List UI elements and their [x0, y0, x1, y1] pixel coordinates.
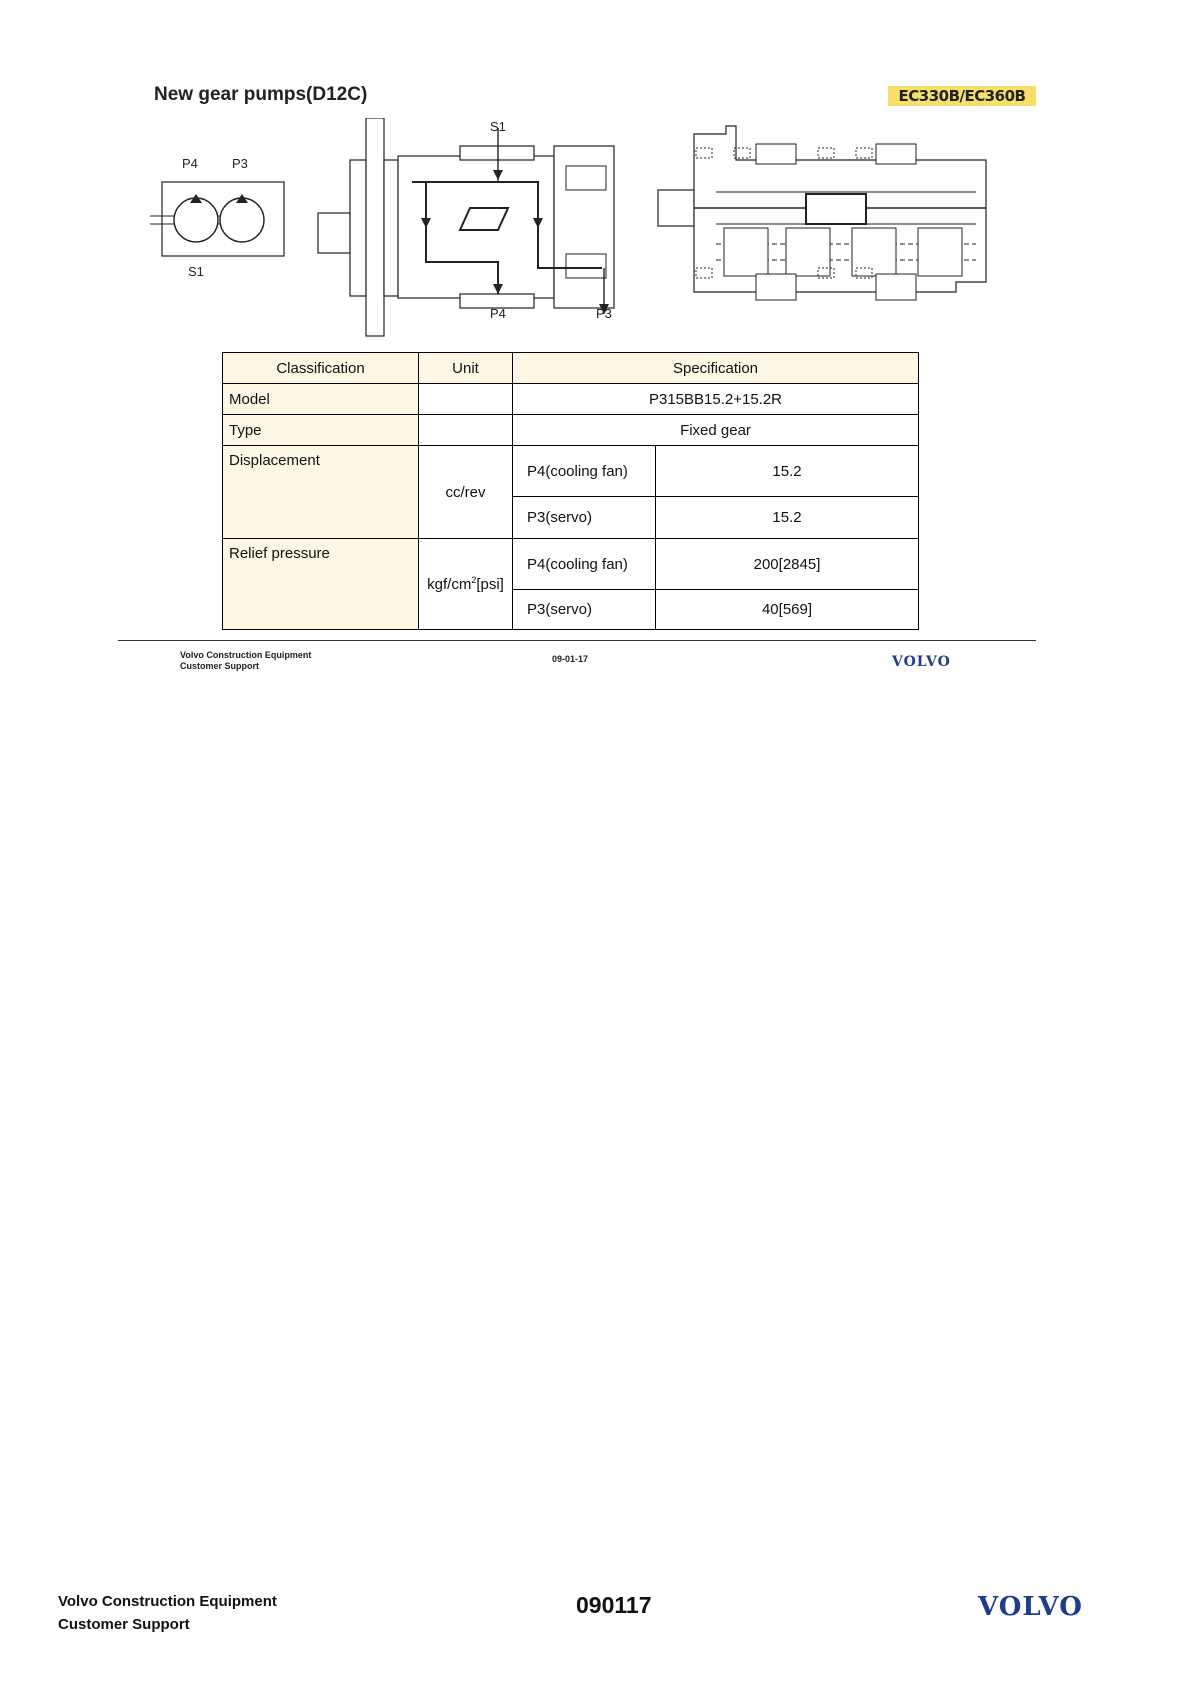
slide-footer-company — [180, 650, 311, 672]
sub-value-relief-p3: 40[569] — [656, 590, 919, 630]
row-unit-model — [419, 384, 513, 415]
row-label-type: Type — [223, 415, 419, 446]
row-value-type: Fixed gear — [513, 415, 919, 446]
slide-footer-company-line1: Volvo Construction Equipment — [180, 650, 312, 660]
gear-1 — [724, 228, 768, 276]
relief-unit-sup: 2 — [471, 575, 477, 585]
gear-4 — [918, 228, 962, 276]
model-badge: EC330B/EC360B — [888, 86, 1036, 106]
sub-label-relief-p4: P4(cooling fan) — [513, 539, 656, 590]
symbol-label-s1: S1 — [188, 264, 204, 279]
row-unit-relief — [419, 539, 513, 630]
hydraulic-symbol-diagram — [150, 150, 290, 285]
coupling — [806, 194, 866, 224]
sub-label-displacement-p3: P3(servo) — [513, 497, 656, 539]
sub-value-relief-p4: 200[2845] — [656, 539, 919, 590]
symbol-label-p3: P3 — [232, 156, 248, 171]
side-label-p3: P3 — [596, 306, 612, 321]
row-label-relief: Relief pressure — [223, 539, 419, 630]
slide-footer-volvo-logo: VOLVO — [892, 654, 951, 670]
row-label-displacement: Displacement — [223, 446, 419, 539]
relief-unit-tail: [psi] — [476, 576, 504, 593]
gear-2 — [786, 228, 830, 276]
row-value-model: P315BB15.2+15.2R — [513, 384, 919, 415]
table-row — [223, 384, 919, 415]
slide-footer-date: 09-01-17 — [552, 654, 589, 664]
row-label-model: Model — [223, 384, 419, 415]
symbol-label-p4: P4 — [182, 156, 198, 171]
pump-side-view-diagram — [312, 118, 648, 338]
row-unit-displacement: cc/rev — [419, 446, 513, 539]
table-row — [223, 446, 919, 497]
sub-label-relief-p3: P3(servo) — [513, 590, 656, 630]
page-footer-volvo-logo: VOLVO — [978, 1592, 1083, 1622]
page-footer-company-line1: Volvo Construction Equipment — [58, 1593, 277, 1610]
table-row — [223, 539, 919, 590]
specification-table — [222, 352, 919, 630]
header-specification: Specification — [513, 353, 919, 384]
shaft — [318, 213, 350, 253]
gear-3 — [852, 228, 896, 276]
header-unit: Unit — [419, 353, 513, 384]
sub-value-displacement-p4: 15.2 — [656, 446, 919, 497]
header-classification: Classification — [223, 353, 419, 384]
mounting-flange — [366, 118, 384, 336]
gear-pump-cross-section-icon — [656, 122, 990, 312]
pump-p4-circle — [174, 198, 218, 242]
shaft — [658, 190, 694, 226]
side-label-p4: P4 — [490, 306, 506, 321]
pump-p3-circle — [220, 198, 264, 242]
page-footer-doc-number: 090117 — [576, 1592, 652, 1618]
page-title: New gear pumps(D12C) — [154, 84, 368, 105]
table-row — [223, 415, 919, 446]
sub-label-displacement-p4: P4(cooling fan) — [513, 446, 656, 497]
side-label-s1: S1 — [490, 119, 506, 134]
sub-value-displacement-p3: 15.2 — [656, 497, 919, 539]
row-unit-type — [419, 415, 513, 446]
page-footer-company-line2: Customer Support — [58, 1616, 190, 1633]
slide-footer-divider — [118, 640, 1036, 641]
table-header-row — [223, 353, 919, 384]
relief-unit-main: kgf/cm — [427, 576, 472, 593]
slide-footer-company-line2: Customer Support — [180, 661, 260, 671]
page-footer-company — [58, 1590, 277, 1636]
